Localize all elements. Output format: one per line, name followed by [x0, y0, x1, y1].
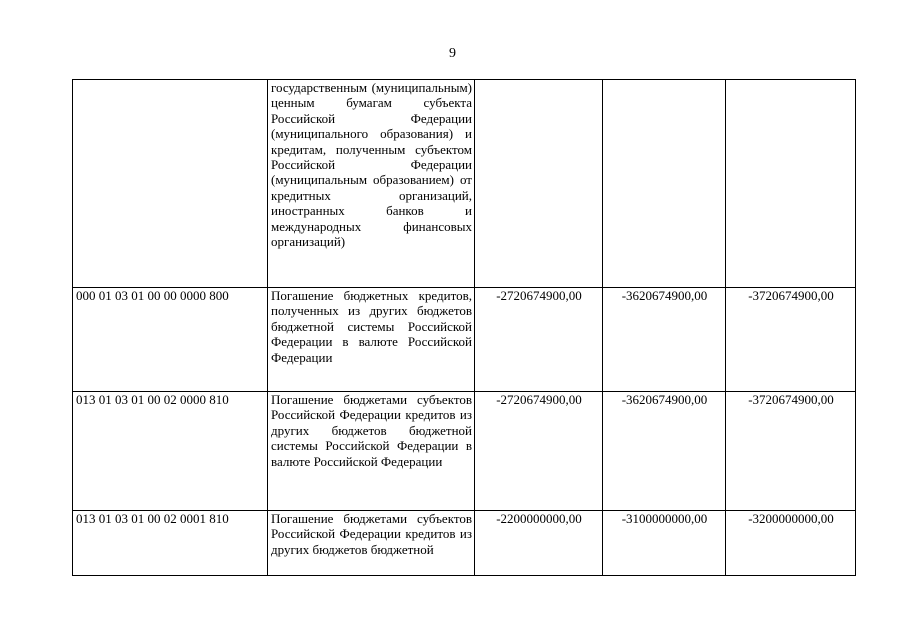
table-row — [73, 80, 856, 288]
amount-year-1: -2720674900,00 — [475, 288, 603, 392]
budget-classification-code: 013 01 03 01 00 02 0001 810 — [73, 511, 268, 576]
table-row — [73, 288, 856, 392]
source-name: государственным (муниципальным) ценным бумагам субъекта Российской Федерации (муниципального образования) и кредитам, полученным субъектом Российской Федерации (муниципальным образованием) от кредитных организаций, иностранных банков и международных финансовых организаций) — [268, 80, 475, 288]
budget-classification-code: 013 01 03 01 00 02 0000 810 — [73, 392, 268, 511]
source-name: Погашение бюджетных кредитов, полученных из других бюджетов бюджетной системы Российской Федерации в валюте Российской Федерации — [268, 288, 475, 392]
source-name: Погашение бюджетами субъектов Российской Федерации кредитов из других бюджетов бюджетной — [268, 511, 475, 576]
amount-year-3: -3720674900,00 — [726, 392, 856, 511]
source-name: Погашение бюджетами субъектов Российской Федерации кредитов из других бюджетов бюджетной системы Российской Федерации в валюте Российской Федерации — [268, 392, 475, 511]
budget-classification-code: 000 01 03 01 00 00 0000 800 — [73, 288, 268, 392]
amount-year-3 — [726, 80, 856, 288]
amount-year-2: -3620674900,00 — [603, 392, 726, 511]
budget-classification-code — [73, 80, 268, 288]
amount-year-3: -3720674900,00 — [726, 288, 856, 392]
amount-year-2: -3620674900,00 — [603, 288, 726, 392]
amount-year-2: -3100000000,00 — [603, 511, 726, 576]
table-row — [73, 392, 856, 511]
budget-sources-table — [72, 79, 856, 576]
amount-year-3: -3200000000,00 — [726, 511, 856, 576]
amount-year-1: -2200000000,00 — [475, 511, 603, 576]
amount-year-1 — [475, 80, 603, 288]
table-row — [73, 511, 856, 576]
page-number: 9 — [449, 46, 456, 61]
amount-year-2 — [603, 80, 726, 288]
amount-year-1: -2720674900,00 — [475, 392, 603, 511]
